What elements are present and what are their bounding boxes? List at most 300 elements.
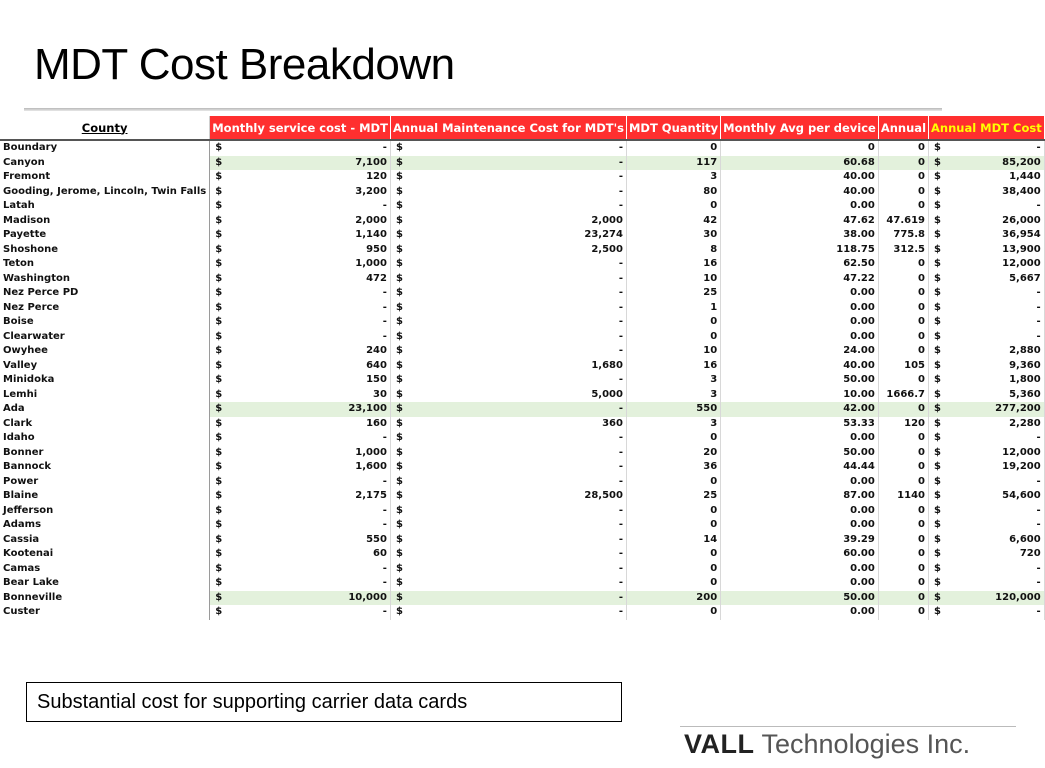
annual-mdt-cost-cell (929, 388, 1045, 403)
header-monthly-avg-per-device[interactable]: Monthly Avg per device (721, 116, 879, 140)
monthly-service-cost-cell (210, 330, 391, 345)
table-row (0, 591, 1044, 606)
annual-mdt-cost-cell (929, 214, 1045, 229)
annual-maintenance-value: - (618, 548, 623, 559)
annual-mdt-cost-value: 36,954 (1002, 229, 1041, 240)
monthly-service-cost-value: - (382, 606, 387, 617)
annual-mdt-cost-value: - (1036, 200, 1041, 211)
annual-maintenance-value: - (618, 504, 623, 516)
currency-symbol: $ (215, 591, 223, 603)
annual-mdt-cost-value: - (1036, 301, 1041, 313)
annual-maintenance-value: - (618, 156, 623, 168)
header-annual-maintenance-cost[interactable]: Annual Maintenance Cost for MDT's (390, 116, 626, 140)
annual-maintenance-value: - (618, 316, 623, 327)
monthly-service-cost-value: 7,100 (355, 156, 387, 168)
annual-mdt-cost-cell (929, 185, 1045, 200)
currency-symbol: $ (934, 374, 941, 385)
currency-symbol: $ (934, 461, 941, 472)
annual-maintenance-value: - (618, 287, 623, 298)
monthly-service-cost-cell (210, 359, 391, 374)
currency-symbol: $ (215, 229, 223, 240)
currency-symbol: $ (215, 548, 223, 559)
annual-maintenance-cell (390, 373, 626, 388)
monthly-service-cost-cell (210, 185, 391, 200)
table-row (0, 272, 1044, 287)
annual-mdt-cost-cell (929, 156, 1045, 171)
annual-mdt-cost-value: - (1036, 475, 1041, 487)
mdt-quantity-cell: 8 (626, 243, 720, 258)
header-mdt-quantity[interactable]: MDT Quantity (626, 116, 720, 140)
table-row (0, 402, 1044, 417)
annual-maintenance-cell (390, 170, 626, 185)
annual-maintenance-cell (390, 185, 626, 200)
monthly-avg-cell: 50.00 (721, 373, 879, 388)
table-row (0, 228, 1044, 243)
mdt-quantity-cell: 80 (626, 185, 720, 200)
annual-mdt-cost-value: - (1036, 577, 1041, 588)
county-cell: Boundary (0, 140, 210, 156)
monthly-avg-cell: 118.75 (721, 243, 879, 258)
annual-maintenance-value: - (618, 258, 623, 269)
currency-symbol: $ (215, 214, 223, 226)
currency-symbol: $ (395, 301, 403, 313)
annual-mdt-cost-value: 13,900 (1002, 243, 1041, 255)
annual-mdt-cost-cell (929, 373, 1045, 388)
currency-symbol: $ (934, 591, 941, 603)
monthly-avg-cell: 0.00 (721, 475, 879, 490)
currency-symbol: $ (215, 606, 223, 617)
annual-mdt-cost-value: - (1036, 606, 1041, 617)
annual-maintenance-cell (390, 489, 626, 504)
annual-cell: 0 (878, 402, 928, 417)
annual-mdt-cost-value: 2,880 (1009, 345, 1041, 356)
annual-mdt-cost-cell (929, 446, 1045, 461)
monthly-service-cost-value: 150 (366, 374, 387, 385)
monthly-avg-cell: 40.00 (721, 359, 879, 374)
county-cell: Bonner (0, 446, 210, 461)
currency-symbol: $ (934, 446, 941, 458)
monthly-avg-cell: 42.00 (721, 402, 879, 417)
annual-mdt-cost-value: 9,360 (1009, 359, 1041, 371)
table-row (0, 286, 1044, 301)
annual-mdt-cost-value: 1,800 (1009, 374, 1041, 385)
annual-mdt-cost-value: - (1036, 519, 1041, 530)
currency-symbol: $ (934, 504, 941, 516)
table-row (0, 417, 1044, 432)
monthly-service-cost-cell (210, 475, 391, 490)
annual-cell: 0 (878, 475, 928, 490)
annual-cell: 0 (878, 315, 928, 330)
annual-maintenance-value: - (618, 519, 623, 530)
annual-maintenance-value: - (618, 461, 623, 472)
monthly-service-cost-cell (210, 272, 391, 287)
table-row (0, 185, 1044, 200)
annual-maintenance-value: 5,000 (591, 388, 623, 400)
county-cell: Camas (0, 562, 210, 577)
monthly-service-cost-value: 1,140 (355, 229, 387, 240)
annual-maintenance-value: - (618, 591, 623, 603)
table-row (0, 605, 1044, 620)
title-divider (24, 108, 942, 111)
annual-mdt-cost-value: 12,000 (1002, 258, 1041, 269)
annual-cell: 0 (878, 373, 928, 388)
annual-maintenance-cell (390, 228, 626, 243)
county-cell: Shoshone (0, 243, 210, 258)
mdt-quantity-cell: 0 (626, 475, 720, 490)
currency-symbol: $ (934, 214, 941, 226)
mdt-quantity-cell: 16 (626, 359, 720, 374)
monthly-service-cost-cell (210, 547, 391, 562)
monthly-service-cost-cell (210, 156, 391, 171)
currency-symbol: $ (934, 519, 941, 530)
monthly-service-cost-value: 550 (366, 533, 387, 545)
table-row (0, 330, 1044, 345)
table-row (0, 214, 1044, 229)
county-cell: Kootenai (0, 547, 210, 562)
currency-symbol: $ (395, 200, 403, 211)
monthly-service-cost-cell (210, 344, 391, 359)
annual-maintenance-value: - (618, 200, 623, 211)
caption-box: Substantial cost for supporting carrier data cards (26, 682, 622, 722)
mdt-quantity-cell: 3 (626, 417, 720, 432)
monthly-service-cost-value: 1,000 (355, 258, 387, 269)
currency-symbol: $ (934, 606, 941, 617)
monthly-avg-cell: 53.33 (721, 417, 879, 432)
annual-cell: 0 (878, 533, 928, 548)
annual-mdt-cost-cell (929, 605, 1045, 620)
monthly-service-cost-value: 120 (366, 171, 387, 182)
table-row (0, 460, 1044, 475)
monthly-service-cost-cell (210, 257, 391, 272)
monthly-avg-cell: 0.00 (721, 199, 879, 214)
annual-mdt-cost-cell (929, 504, 1045, 519)
monthly-service-cost-cell (210, 228, 391, 243)
monthly-service-cost-value: 3,200 (355, 185, 387, 197)
annual-maintenance-cell (390, 576, 626, 591)
monthly-avg-cell: 44.44 (721, 460, 879, 475)
monthly-avg-cell: 40.00 (721, 170, 879, 185)
logo-brand: VALL (684, 729, 755, 759)
annual-cell: 0 (878, 170, 928, 185)
annual-maintenance-value: - (618, 330, 623, 342)
annual-maintenance-cell (390, 272, 626, 287)
currency-symbol: $ (934, 403, 941, 414)
currency-symbol: $ (395, 287, 403, 298)
county-cell: Washington (0, 272, 210, 287)
annual-maintenance-cell (390, 562, 626, 577)
county-cell: Jefferson (0, 504, 210, 519)
mdt-quantity-cell: 550 (626, 402, 720, 417)
currency-symbol: $ (215, 171, 223, 182)
annual-cell: 0 (878, 272, 928, 287)
monthly-avg-cell: 0.00 (721, 286, 879, 301)
monthly-avg-cell: 39.29 (721, 533, 879, 548)
table-row (0, 359, 1044, 374)
mdt-quantity-cell: 0 (626, 431, 720, 446)
monthly-service-cost-value: - (382, 330, 387, 342)
monthly-service-cost-cell (210, 388, 391, 403)
annual-maintenance-cell (390, 547, 626, 562)
currency-symbol: $ (934, 142, 941, 153)
header-annual-mdt-cost[interactable]: Annual MDT Cost (929, 116, 1045, 140)
monthly-service-cost-value: 1,000 (355, 446, 387, 458)
currency-symbol: $ (395, 591, 403, 603)
table-row (0, 504, 1044, 519)
table-row (0, 257, 1044, 272)
table-row (0, 315, 1044, 330)
county-cell: Fremont (0, 170, 210, 185)
monthly-avg-cell: 0.00 (721, 431, 879, 446)
annual-maintenance-value: - (618, 403, 623, 414)
annual-cell: 0 (878, 605, 928, 620)
monthly-service-cost-value: 160 (366, 417, 387, 429)
annual-maintenance-cell (390, 591, 626, 606)
monthly-avg-cell: 50.00 (721, 446, 879, 461)
annual-mdt-cost-value: - (1036, 562, 1041, 574)
annual-mdt-cost-cell (929, 547, 1045, 562)
currency-symbol: $ (215, 562, 223, 574)
cost-table-container (0, 116, 1045, 620)
monthly-avg-cell: 0.00 (721, 562, 879, 577)
annual-mdt-cost-value: 85,200 (1002, 156, 1041, 168)
monthly-service-cost-cell (210, 214, 391, 229)
currency-symbol: $ (395, 229, 403, 240)
currency-symbol: $ (215, 533, 223, 545)
annual-maintenance-value: 360 (602, 417, 623, 429)
mdt-quantity-cell: 14 (626, 533, 720, 548)
table-row (0, 388, 1044, 403)
county-cell: Nez Perce PD (0, 286, 210, 301)
currency-symbol: $ (395, 142, 403, 153)
monthly-service-cost-value: 472 (366, 272, 387, 284)
monthly-avg-cell: 60.00 (721, 547, 879, 562)
monthly-avg-cell: 47.62 (721, 214, 879, 229)
monthly-service-cost-cell (210, 373, 391, 388)
annual-maintenance-value: - (618, 272, 623, 284)
monthly-service-cost-value: - (382, 562, 387, 574)
monthly-avg-cell: 62.50 (721, 257, 879, 272)
annual-maintenance-cell (390, 446, 626, 461)
annual-cell: 0 (878, 301, 928, 316)
monthly-avg-cell: 0.00 (721, 330, 879, 345)
mdt-quantity-cell: 0 (626, 518, 720, 533)
annual-cell: 0 (878, 344, 928, 359)
annual-mdt-cost-value: 5,360 (1009, 388, 1041, 400)
currency-symbol: $ (215, 461, 223, 472)
county-cell: Minidoka (0, 373, 210, 388)
county-cell: Boise (0, 315, 210, 330)
currency-symbol: $ (215, 475, 223, 487)
annual-mdt-cost-value: 1,440 (1009, 171, 1041, 182)
currency-symbol: $ (395, 432, 403, 443)
currency-symbol: $ (395, 359, 403, 371)
annual-mdt-cost-value: 54,600 (1002, 490, 1041, 501)
currency-symbol: $ (215, 156, 223, 168)
currency-symbol: $ (215, 243, 223, 255)
monthly-avg-cell: 60.68 (721, 156, 879, 171)
annual-cell: 0 (878, 257, 928, 272)
table-row (0, 576, 1044, 591)
header-monthly-service-cost[interactable]: Monthly service cost - MDT (210, 116, 391, 140)
annual-mdt-cost-cell (929, 533, 1045, 548)
currency-symbol: $ (215, 388, 223, 400)
annual-mdt-cost-value: 12,000 (1002, 446, 1041, 458)
monthly-service-cost-cell (210, 199, 391, 214)
annual-cell: 0 (878, 330, 928, 345)
annual-maintenance-cell (390, 475, 626, 490)
annual-mdt-cost-value: 26,000 (1002, 214, 1041, 226)
annual-maintenance-value: - (618, 432, 623, 443)
table-row (0, 140, 1044, 156)
mdt-quantity-cell: 30 (626, 228, 720, 243)
county-cell: Lemhi (0, 388, 210, 403)
currency-symbol: $ (934, 287, 941, 298)
annual-cell: 775.8 (878, 228, 928, 243)
annual-maintenance-cell (390, 257, 626, 272)
annual-maintenance-cell (390, 286, 626, 301)
header-annual[interactable]: Annual (878, 116, 928, 140)
annual-mdt-cost-cell (929, 301, 1045, 316)
currency-symbol: $ (395, 243, 403, 255)
annual-cell: 1666.7 (878, 388, 928, 403)
currency-symbol: $ (215, 417, 223, 429)
currency-symbol: $ (215, 301, 223, 313)
monthly-service-cost-cell (210, 402, 391, 417)
mdt-cost-table (0, 116, 1045, 620)
annual-mdt-cost-value: - (1036, 287, 1041, 298)
currency-symbol: $ (215, 374, 223, 385)
mdt-quantity-cell: 0 (626, 576, 720, 591)
currency-symbol: $ (395, 490, 403, 501)
annual-maintenance-cell (390, 301, 626, 316)
monthly-service-cost-value: 1,600 (355, 461, 387, 472)
annual-maintenance-value: - (618, 446, 623, 458)
county-cell: Blaine (0, 489, 210, 504)
monthly-avg-cell: 0.00 (721, 518, 879, 533)
currency-symbol: $ (934, 345, 941, 356)
monthly-avg-cell: 38.00 (721, 228, 879, 243)
monthly-service-cost-cell (210, 140, 391, 156)
monthly-service-cost-cell (210, 315, 391, 330)
annual-maintenance-cell (390, 460, 626, 475)
currency-symbol: $ (215, 258, 223, 269)
annual-maintenance-cell (390, 431, 626, 446)
monthly-service-cost-value: - (382, 301, 387, 313)
currency-symbol: $ (395, 345, 403, 356)
monthly-service-cost-value: 23,100 (348, 403, 387, 414)
annual-maintenance-cell (390, 518, 626, 533)
annual-mdt-cost-cell (929, 272, 1045, 287)
monthly-avg-cell: 47.22 (721, 272, 879, 287)
county-cell: Custer (0, 605, 210, 620)
table-row (0, 199, 1044, 214)
table-row (0, 518, 1044, 533)
annual-cell: 0 (878, 576, 928, 591)
annual-maintenance-value: 1,680 (591, 359, 623, 371)
annual-mdt-cost-value: - (1036, 504, 1041, 516)
monthly-service-cost-value: - (382, 142, 387, 153)
mdt-quantity-cell: 0 (626, 562, 720, 577)
monthly-avg-cell: 40.00 (721, 185, 879, 200)
monthly-service-cost-value: - (382, 432, 387, 443)
monthly-avg-cell: 0.00 (721, 315, 879, 330)
mdt-quantity-cell: 3 (626, 388, 720, 403)
annual-maintenance-cell (390, 199, 626, 214)
annual-mdt-cost-cell (929, 431, 1045, 446)
county-cell: Clark (0, 417, 210, 432)
annual-mdt-cost-cell (929, 518, 1045, 533)
monthly-service-cost-cell (210, 576, 391, 591)
mdt-quantity-cell: 16 (626, 257, 720, 272)
mdt-quantity-cell: 0 (626, 605, 720, 620)
annual-maintenance-cell (390, 533, 626, 548)
annual-maintenance-value: - (618, 577, 623, 588)
mdt-quantity-cell: 25 (626, 286, 720, 301)
annual-mdt-cost-value: 2,280 (1009, 417, 1041, 429)
currency-symbol: $ (395, 533, 403, 545)
monthly-avg-cell: 24.00 (721, 344, 879, 359)
currency-symbol: $ (934, 330, 941, 342)
county-cell: Cassia (0, 533, 210, 548)
annual-mdt-cost-value: 120,000 (995, 591, 1041, 603)
annual-maintenance-cell (390, 214, 626, 229)
annual-maintenance-cell (390, 417, 626, 432)
currency-symbol: $ (934, 272, 941, 284)
mdt-quantity-cell: 0 (626, 315, 720, 330)
mdt-quantity-cell: 25 (626, 489, 720, 504)
currency-symbol: $ (215, 316, 223, 327)
currency-symbol: $ (934, 417, 941, 429)
annual-cell: 0 (878, 199, 928, 214)
monthly-avg-cell: 87.00 (721, 489, 879, 504)
annual-maintenance-value: - (618, 374, 623, 385)
table-row (0, 547, 1044, 562)
currency-symbol: $ (934, 185, 941, 197)
currency-symbol: $ (934, 548, 941, 559)
county-cell: Adams (0, 518, 210, 533)
mdt-quantity-cell: 0 (626, 140, 720, 156)
county-cell: Owyhee (0, 344, 210, 359)
currency-symbol: $ (395, 606, 403, 617)
annual-mdt-cost-value: - (1036, 142, 1041, 153)
table-row (0, 373, 1044, 388)
table-row (0, 562, 1044, 577)
currency-symbol: $ (395, 548, 403, 559)
annual-mdt-cost-value: 277,200 (995, 403, 1041, 414)
county-cell: Clearwater (0, 330, 210, 345)
mdt-quantity-cell: 117 (626, 156, 720, 171)
annual-cell: 0 (878, 156, 928, 171)
monthly-service-cost-value: - (382, 504, 387, 516)
monthly-service-cost-value: - (382, 577, 387, 588)
monthly-service-cost-value: - (382, 475, 387, 487)
annual-mdt-cost-value: 38,400 (1002, 185, 1041, 197)
annual-cell: 105 (878, 359, 928, 374)
currency-symbol: $ (215, 504, 223, 516)
mdt-quantity-cell: 36 (626, 460, 720, 475)
annual-maintenance-value: - (618, 185, 623, 197)
currency-symbol: $ (215, 446, 223, 458)
header-county[interactable]: County (0, 116, 210, 140)
currency-symbol: $ (934, 229, 941, 240)
table-row (0, 446, 1044, 461)
currency-symbol: $ (395, 156, 403, 168)
mdt-quantity-cell: 1 (626, 301, 720, 316)
annual-cell: 0 (878, 518, 928, 533)
currency-symbol: $ (934, 359, 941, 371)
currency-symbol: $ (395, 330, 403, 342)
annual-maintenance-cell (390, 388, 626, 403)
